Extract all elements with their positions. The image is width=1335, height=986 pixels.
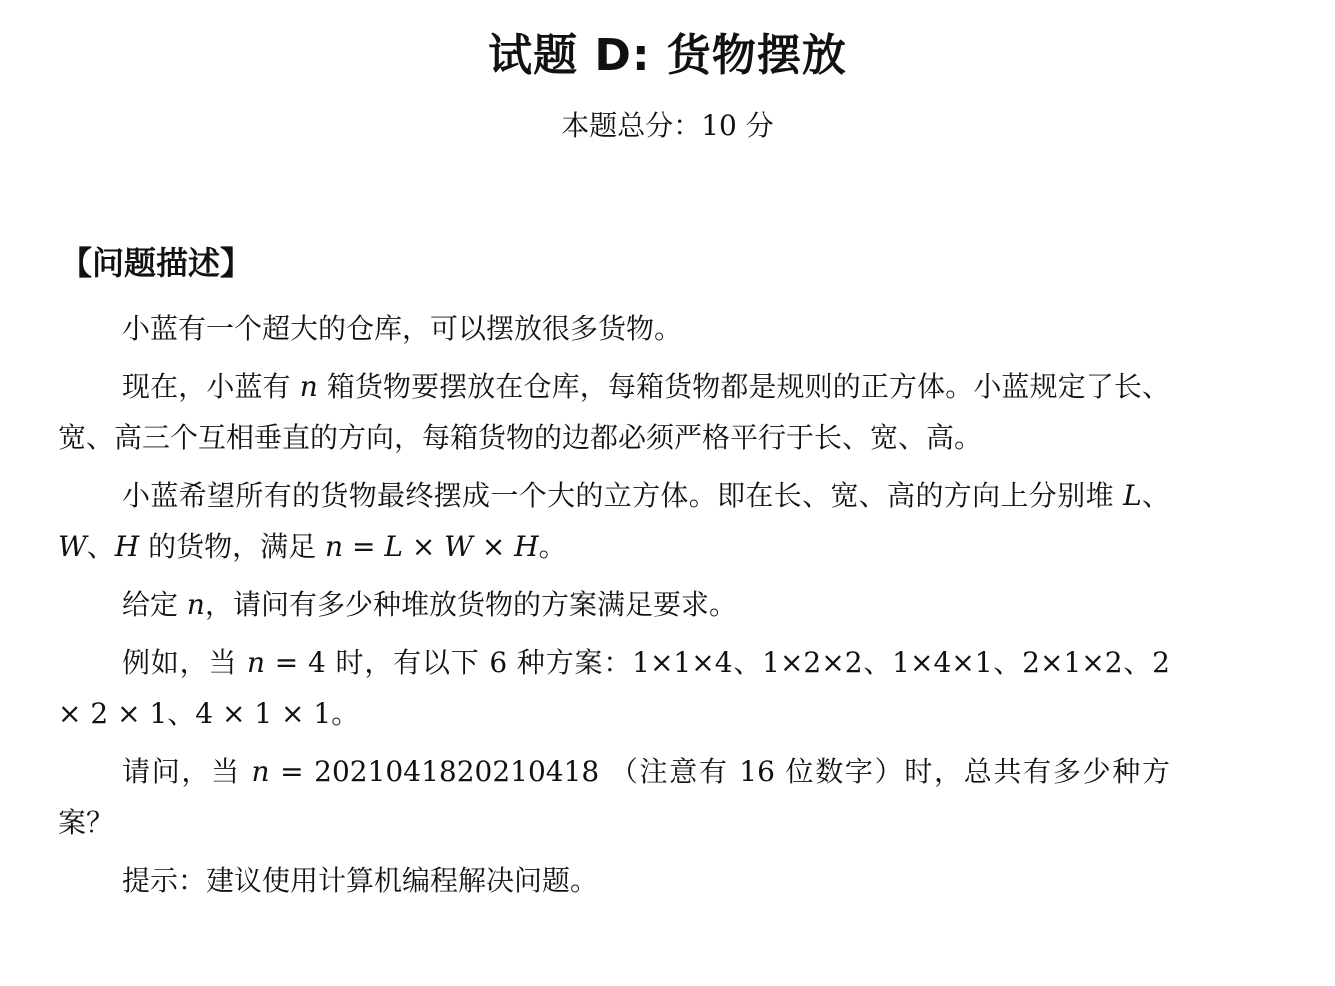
math-var-L: L (1123, 479, 1142, 512)
paragraph-3-sep-1: 、 (1141, 479, 1170, 512)
paragraph-6 (58, 746, 1170, 848)
paragraph-6-text-b: = 2021041820210418 （注意有 16 位数字）时，总共有多少种方案？ (58, 755, 1170, 839)
math-formula: n = L × W × H (325, 530, 539, 563)
section-heading-problem-description: 【问题描述】 (60, 244, 253, 282)
math-var-H: H (114, 530, 140, 563)
math-var-n: n (186, 588, 205, 621)
paragraph-5-text-a: 例如，当 (122, 646, 248, 679)
paragraph-5-text-b: = 4 时，有以下 6 种方案：1×1×4、1×2×2、1×4×1、2×1×2、2 × 2 × 1、4 × 1 × 1。 (58, 646, 1170, 730)
paragraph-1: 小蓝有一个超大的仓库，可以摆放很多货物。 (122, 312, 683, 345)
math-var-n: n (251, 755, 270, 788)
problem-title: 试题 D: 货物摆放 (488, 30, 847, 81)
paragraph-2-text-b: 箱货物要摆放在仓库，每箱货物都是规则的正方体。小蓝规定了长、宽、高三个互相垂直的方向，每箱货物的边都必须严格平行于长、宽、高。 (58, 370, 1170, 454)
paragraph-3-text-b: 的货物，满足 (139, 530, 326, 563)
math-var-n: n (299, 370, 318, 403)
paragraph-3 (58, 470, 1170, 572)
paragraph-3-sep-2: 、 (86, 530, 115, 563)
paragraph-6-text-a: 请问，当 (122, 755, 252, 788)
problem-body (58, 303, 1170, 913)
paragraph-4-text-a: 给定 (122, 588, 187, 621)
paragraph-4-text-b: ，请问有多少种堆放货物的方案满足要求。 (204, 588, 737, 621)
paragraph-2-text-a: 现在，小蓝有 (122, 370, 300, 403)
score-line: 本题总分：10 分 (561, 109, 774, 142)
paragraph-5 (58, 637, 1170, 739)
paragraph-3-text-c: 。 (538, 530, 567, 563)
paragraph-7: 提示：建议使用计算机编程解决问题。 (122, 864, 599, 897)
math-var-n: n (247, 646, 266, 679)
paragraph-4 (58, 579, 1170, 630)
paragraph-2 (58, 361, 1170, 463)
math-var-W: W (58, 530, 87, 563)
paragraph-3-text-a: 小蓝希望所有的货物最终摆成一个大的立方体。即在长、宽、高的方向上分别堆 (122, 479, 1124, 512)
